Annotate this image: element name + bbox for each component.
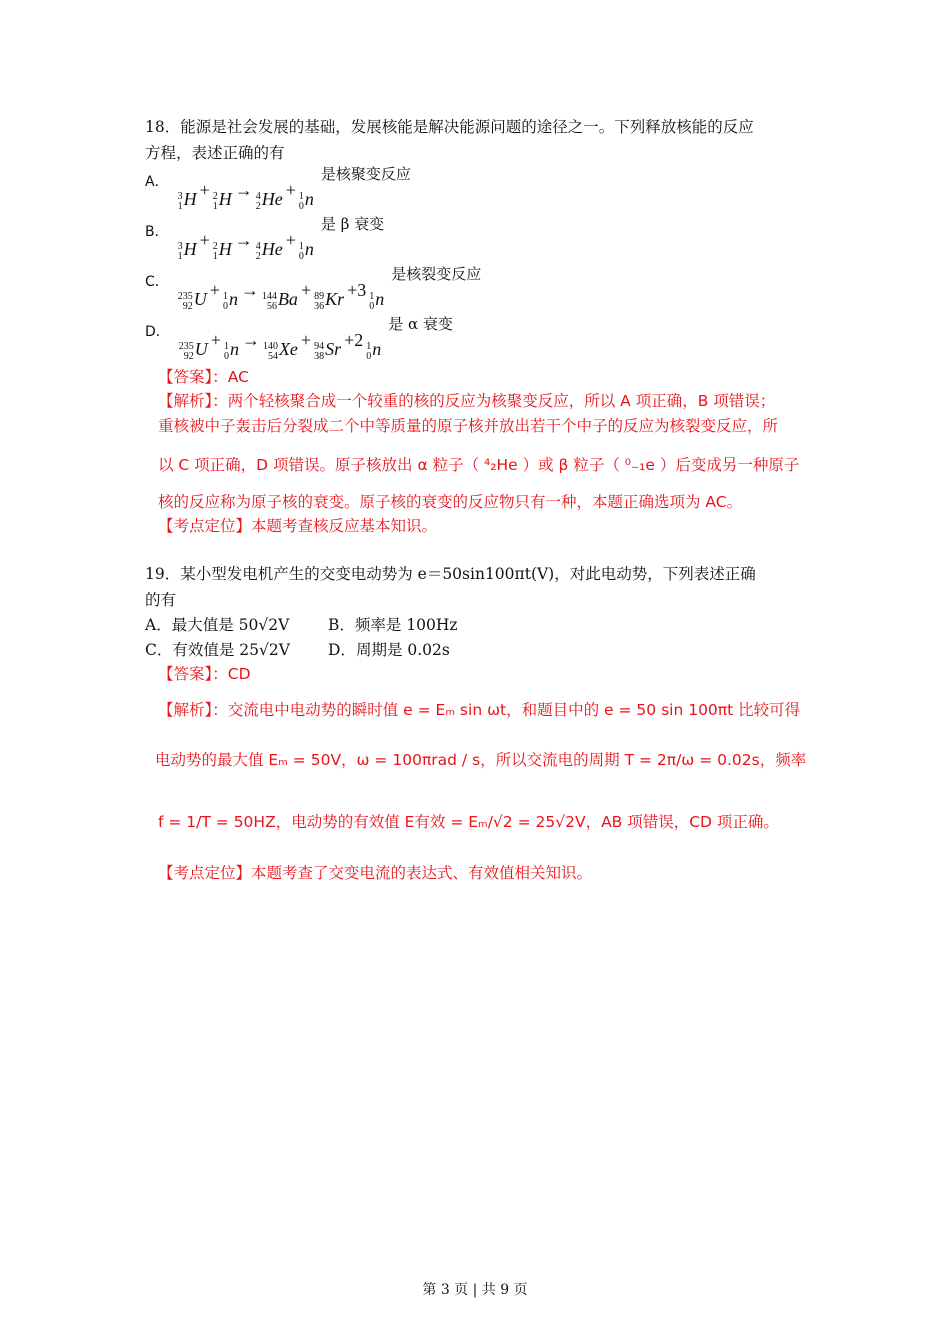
atomic-number: 38 — [314, 351, 325, 362]
element-symbol: H — [183, 239, 197, 259]
nuclide — [314, 339, 342, 362]
element-symbol: He — [261, 239, 283, 259]
atomic-number: 0 — [222, 301, 228, 312]
atomic-number: 92 — [182, 301, 193, 312]
nuclide — [298, 239, 314, 262]
nuclide-numbers — [314, 292, 324, 312]
q18-kaodian: 【考点定位】本题考查核反应基本知识。 — [158, 517, 438, 535]
nuclide — [212, 239, 232, 262]
nuclide-numbers — [366, 342, 371, 362]
option-label: D． — [328, 641, 356, 659]
element-symbol: n — [304, 189, 314, 209]
mass-number: 235 — [177, 291, 193, 302]
element-symbol: n — [372, 339, 382, 359]
equation-operator: → — [234, 230, 253, 250]
reaction-equation — [177, 280, 385, 312]
atomic-number: 1 — [212, 251, 218, 262]
q19-option-a — [145, 615, 289, 635]
nuclide-numbers — [314, 342, 324, 362]
q19-answer — [158, 664, 251, 684]
nuclide-numbers — [179, 342, 194, 362]
equation-operator: + — [285, 230, 296, 250]
option-label: D． — [145, 324, 170, 340]
nuclide-numbers — [256, 242, 261, 262]
mass-number: 94 — [314, 341, 325, 352]
q19-stem-line2: 的有 — [145, 591, 177, 609]
equation-operator: + — [209, 280, 220, 300]
option-note: 是 α 衰变 — [388, 315, 453, 333]
equation-operator: + — [199, 180, 210, 200]
option-label: C． — [145, 274, 169, 290]
equation-operator: → — [241, 330, 260, 350]
equation-operator: + — [300, 330, 312, 350]
atomic-number: 2 — [255, 251, 261, 262]
q19-option-d — [328, 640, 450, 660]
option-label: A． — [145, 616, 172, 634]
atomic-number: 1 — [177, 201, 183, 212]
option-text: 周期是 0.02s — [355, 641, 450, 659]
nuclide-numbers — [262, 292, 277, 312]
equation-operator: +3 — [347, 280, 367, 300]
mass-number: 2 — [212, 241, 218, 252]
atomic-number: 1 — [212, 201, 218, 212]
mass-number: 3 — [177, 191, 183, 202]
mass-number: 3 — [177, 241, 183, 252]
option-text: 频率是 100Hz — [354, 616, 458, 634]
nuclide-numbers — [256, 192, 261, 212]
reaction-equation — [177, 180, 315, 212]
nuclide — [366, 339, 382, 362]
atomic-number: 2 — [255, 201, 261, 212]
q18-answer — [158, 367, 249, 387]
atomic-number: 0 — [298, 251, 304, 262]
nuclide — [262, 339, 298, 362]
q18-stem-line1: 18．能源是社会发展的基础，发展核能是解决能源问题的途径之一。下列释放核能的反应 — [145, 118, 754, 136]
element-symbol: n — [228, 289, 238, 309]
element-symbol: n — [229, 339, 239, 359]
atomic-number: 56 — [266, 301, 277, 312]
reaction-equation — [178, 330, 382, 362]
atomic-number: 1 — [177, 251, 183, 262]
equation-operator: +2 — [344, 330, 364, 350]
nuclide-numbers — [178, 292, 193, 312]
element-symbol: Kr — [325, 289, 345, 309]
mass-number: 1 — [298, 191, 304, 202]
nuclide-numbers — [224, 342, 229, 362]
nuclide — [298, 189, 314, 212]
atomic-number: 92 — [183, 351, 194, 362]
nuclide-numbers — [299, 242, 304, 262]
nuclide-numbers — [263, 342, 278, 362]
equation-operator: + — [199, 230, 210, 250]
nuclide-numbers — [213, 242, 218, 262]
equation-operator: → — [234, 180, 253, 200]
mass-number: 4 — [255, 191, 261, 202]
nuclide — [255, 189, 283, 212]
mass-number: 89 — [314, 291, 325, 302]
nuclide — [314, 289, 345, 312]
q18-analysis-line: 以 C 项正确，D 项错误。原子核放出 α 粒子（ ⁴₂He ）或 β 粒子（ ⁰₋₁e ）后变成另一种原子 — [158, 456, 800, 474]
q19-analysis-line: 【解析】：交流电中电动势的瞬时值 e = Eₘ sin ωt，和题目中的 e = 50 sin 100πt 比较可得 — [158, 701, 801, 719]
q19-analysis-line: 电动势的最大值 Eₘ = 50V，ω = 100πrad / s，所以交流电的周期 T = 2π/ω = 0.02s，频率 — [155, 751, 807, 769]
element-symbol: Sr — [325, 339, 342, 359]
q18-analysis-line: 重核被中子轰击后分裂成二个中等质量的原子核并放出若干个中子的反应为核裂变反应，所 — [158, 417, 779, 435]
nuclide — [261, 289, 298, 312]
mass-number: 144 — [261, 291, 277, 302]
equation-operator: + — [285, 180, 296, 200]
element-symbol: H — [218, 189, 232, 209]
mass-number: 1 — [223, 341, 229, 352]
q18-option-b — [145, 215, 385, 262]
mass-number: 140 — [262, 341, 278, 352]
q19-analysis-line: f = 1/T = 50HZ，电动势的有效值 E有效 = Eₘ/√2 = 25√2V，AB 项错误，CD 项正确。 — [158, 813, 779, 831]
nuclide-numbers — [369, 292, 374, 312]
equation-operator: + — [210, 330, 221, 350]
mass-number: 235 — [178, 341, 194, 352]
element-symbol: U — [194, 339, 208, 359]
q18-option-a — [145, 165, 411, 212]
nuclide — [178, 339, 208, 362]
answer-value: AC — [227, 368, 249, 386]
element-symbol: Ba — [277, 289, 298, 309]
q18-option-c — [145, 265, 482, 312]
q19-option-c — [145, 640, 290, 660]
equation-operator: → — [240, 280, 259, 300]
option-label: A． — [145, 174, 169, 190]
answer-tag: 【答案】： — [158, 665, 228, 683]
option-text: 最大值是 50√2V — [171, 616, 290, 634]
option-note: 是 β 衰变 — [320, 215, 385, 233]
element-symbol: H — [183, 189, 197, 209]
nuclide-numbers — [178, 192, 183, 212]
q18-option-d — [145, 315, 453, 362]
nuclide-numbers — [213, 192, 218, 212]
option-note: 是核聚变反应 — [320, 165, 411, 183]
mass-number: 1 — [222, 291, 228, 302]
mass-number: 1 — [369, 291, 375, 302]
reaction-equation — [177, 230, 315, 262]
q19-option-b — [328, 615, 458, 635]
element-symbol: n — [304, 239, 314, 259]
element-symbol: U — [193, 289, 207, 309]
atomic-number: 54 — [267, 351, 278, 362]
mass-number: 1 — [298, 241, 304, 252]
q19-kaodian: 【考点定位】本题考查了交变电流的表达式、有效值相关知识。 — [158, 864, 593, 882]
option-text: 有效值是 25√2V — [172, 641, 290, 659]
page-footer: 第 3 页 | 共 9 页 — [422, 1282, 528, 1298]
answer-tag: 【答案】： — [158, 368, 228, 386]
q18-stem-line2: 方程，表述正确的有 — [145, 144, 285, 162]
option-note: 是核裂变反应 — [391, 265, 482, 283]
element-symbol: H — [218, 239, 232, 259]
nuclide — [177, 289, 207, 312]
q18-analysis-line: 【解析】：两个轻核聚合成一个较重的核的反应为核聚变反应，所以 A 项正确，B 项错误； — [158, 392, 776, 410]
answer-value: CD — [227, 665, 251, 683]
mass-number: 2 — [212, 191, 218, 202]
nuclide — [177, 189, 197, 212]
q19-stem-line1: 19．某小型发电机产生的交变电动势为 e＝50sin100πt(V)，对此电动势，下列表述正确 — [145, 565, 756, 583]
nuclide-numbers — [223, 292, 228, 312]
element-symbol: Xe — [278, 339, 298, 359]
nuclide-numbers — [299, 192, 304, 212]
atomic-number: 0 — [298, 201, 304, 212]
equation-operator: + — [300, 280, 312, 300]
nuclide — [177, 239, 197, 262]
option-label: C． — [145, 641, 173, 659]
nuclide — [255, 239, 283, 262]
q18-analysis-line: 核的反应称为原子核的衰变。原子核的衰变的反应物只有一种，本题正确选项为 AC。 — [158, 493, 743, 511]
atomic-number: 0 — [223, 351, 229, 362]
mass-number: 4 — [255, 241, 261, 252]
nuclide-numbers — [178, 242, 183, 262]
atomic-number: 0 — [369, 301, 375, 312]
mass-number: 1 — [366, 341, 372, 352]
nuclide — [369, 289, 385, 312]
element-symbol: n — [375, 289, 385, 309]
atomic-number: 0 — [366, 351, 372, 362]
option-label: B． — [145, 224, 169, 240]
atomic-number: 36 — [314, 301, 325, 312]
nuclide — [223, 339, 239, 362]
element-symbol: He — [261, 189, 283, 209]
option-label: B． — [328, 616, 355, 634]
nuclide — [222, 289, 238, 312]
nuclide — [212, 189, 232, 212]
